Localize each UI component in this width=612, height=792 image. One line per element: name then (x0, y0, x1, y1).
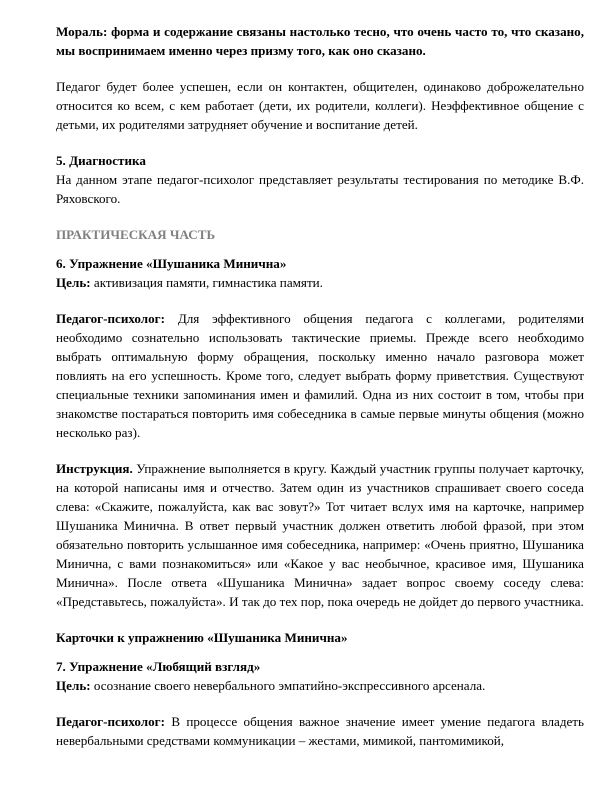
goal-label: Цель: (56, 275, 91, 290)
exercise-6-goal (56, 273, 584, 292)
psychologist-label: Педагог-психолог: (56, 714, 165, 729)
exercise-6-heading: 6. Упражнение «Шушаника Минична» (56, 256, 287, 271)
moral-label: Мораль: (56, 24, 108, 39)
practical-part-heading: ПРАКТИЧЕСКАЯ ЧАСТЬ (56, 227, 216, 242)
goal-text: активизация памяти, гимнастика памяти. (93, 275, 323, 290)
psychologist-text: В процессе общения важное значение имеет умение педагога владеть невербальными средствами коммуникации – жестами, мимикой, пантомимикой, (56, 714, 584, 748)
document-page (56, 22, 584, 750)
goal-text: осознание своего невербального эмпатийно-экспрессивного арсенала. (93, 678, 486, 693)
exercise-6-instruction (56, 459, 584, 611)
goal-label: Цель: (56, 678, 91, 693)
exercise-7-heading: 7. Упражнение «Любящий взгляд» (56, 659, 261, 674)
exercise-7-goal (56, 676, 584, 695)
instruction-label: Инструкция. (56, 461, 133, 476)
psychologist-text: Для эффективного общения педагога с коллегами, родителями необходимо сознательно использовать тактические приемы. Прежде всего необходимо выбрать оптимальную форму обращения, поскольку именно начало разговора может повлиять на его успешность. Кроме того, следует выбрать форму приветствия. Существуют специальные техники запоминания имен и фамилий. Одна из них состоит в том, чтобы при знакомстве постараться повторить имя собеседника в самые первые минуты общения (можно несколько раз). (56, 311, 585, 440)
moral-text: форма и содержание связаны настолько тесно, что очень часто то, что сказано, мы воспринимаем именно через призму того, как оно сказано. (56, 24, 584, 58)
psychologist-label: Педагог-психолог: (56, 311, 165, 326)
exercise-6-psychologist (56, 309, 584, 442)
exercise-6-cards-heading: Карточки к упражнению «Шушаника Миничнa» (56, 630, 348, 645)
section-5-heading: 5. Диагностика (56, 153, 146, 168)
section-5-text: На данном этапе педагог-психолог представляет результаты тестирования по методике В.Ф. Ряховского. (56, 172, 584, 206)
moral-paragraph (56, 22, 584, 60)
instruction-text: Упражнение выполняется в кругу. Каждый участник группы получает карточку, на которой написаны имя и отчество. Затем один из участников спрашивает своего соседа слева: «Скажите, пожалуйста, как вас зовут?» Тот читает вслух имя на карточке, например Шушаника Миничнa. В ответ первый участник должен ответить любой фразой, при этом обязательно повторить услышанное имя собеседника, например: «Очень приятно, Шушаника Миничнa, с вами познакомиться» или «Какое у вас необычное, красивое имя, Шушаника Миничнa». После ответа «Шушаника Миничнa» задает вопрос своему соседу слева: «Представьтесь, пожалуйста». И так до тех пор, пока очередь не дойдет до первого участника. (56, 461, 584, 609)
teacher-success-paragraph: Педагог будет более успешен, если он контактен, общителен, одинаково доброжелательно относится ко всем, с кем работает (дети, их родители, коллеги). Неэффективное общение с детьми, их родителями затрудняет обучение и воспитание детей. (56, 79, 584, 132)
exercise-7-psychologist (56, 712, 584, 750)
